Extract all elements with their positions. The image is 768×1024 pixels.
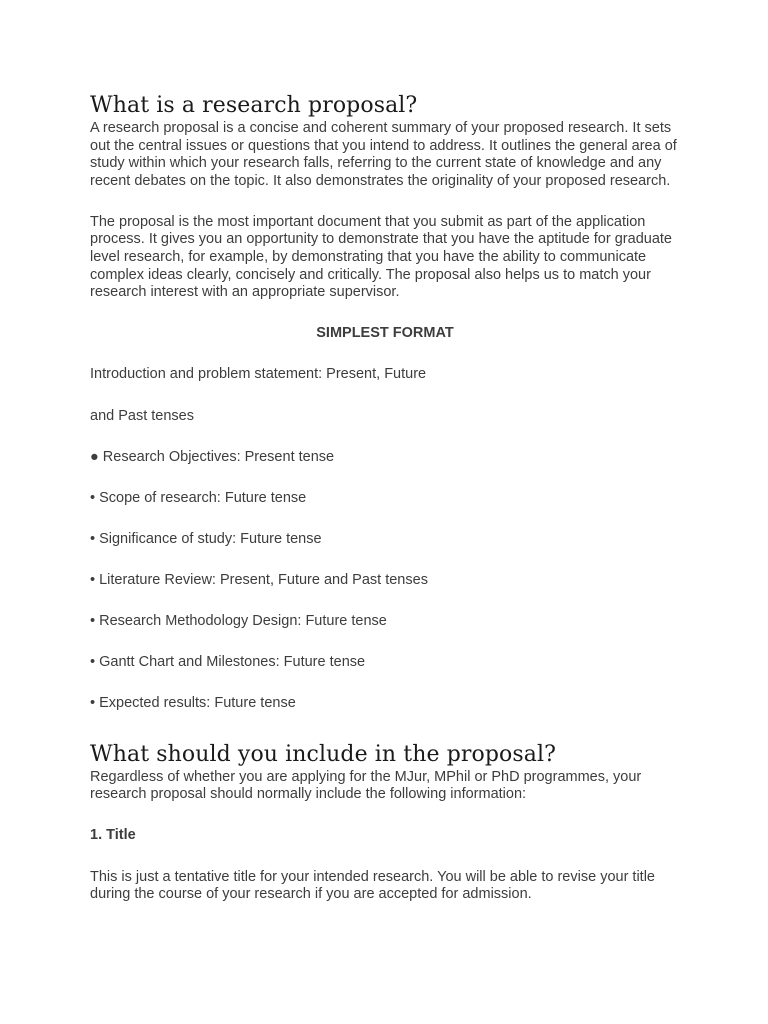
format-item-significance: • Significance of study: Future tense [90,530,322,547]
heading-simplest-format: SIMPLEST FORMAT [316,325,454,342]
paragraph-include-info: Regardless of whether you are applying for the MJur, MPhil or PhD programmes, your research proposal should normally include the following information: [90,768,642,803]
format-intro-line2: and Past tenses [90,407,194,424]
heading-what-is-research-proposal: What is a research proposal? [90,93,418,118]
document-page [90,92,680,904]
format-item-gantt: • Gantt Chart and Milestones: Future tense [90,654,366,671]
subheading-title: 1. Title [90,827,136,844]
format-item-objectives: ● Research Objectives: Present tense [90,448,335,465]
format-item-methodology: • Research Methodology Design: Future tense [90,613,387,629]
format-item-scope: • Scope of research: Future tense [90,489,307,506]
paragraph-importance: The proposal is the most important document that you submit as part of the application process. It gives you an opportunity to demonstrate that you have the aptitude for graduate level research, for example, by demonstrating that you have the ability to communicate complex ideas clearly, concisely and critically. The proposal also helps us to match your research interest with an appropriate supervisor. [90,213,672,301]
format-item-literature: • Literature Review: Present, Future and Past tenses [90,571,428,588]
format-intro-line1: Introduction and problem statement: Present, Future [90,366,427,383]
format-item-results: • Expected results: Future tense [90,695,296,712]
heading-what-to-include: What should you include in the proposal? [90,741,557,767]
paragraph-title-info: This is just a tentative title for your intended research. You will be able to revise your title during the course of your research if you are accepted for admission. [90,868,655,903]
paragraph-definition: A research proposal is a concise and coherent summary of your proposed research. It sets out the central issues or questions that you intend to address. It outlines the general area of study within which your research falls, referring to the current state of knowledge and any recent debates on the topic. It also demonstrates the originality of your proposed research. [90,120,677,189]
